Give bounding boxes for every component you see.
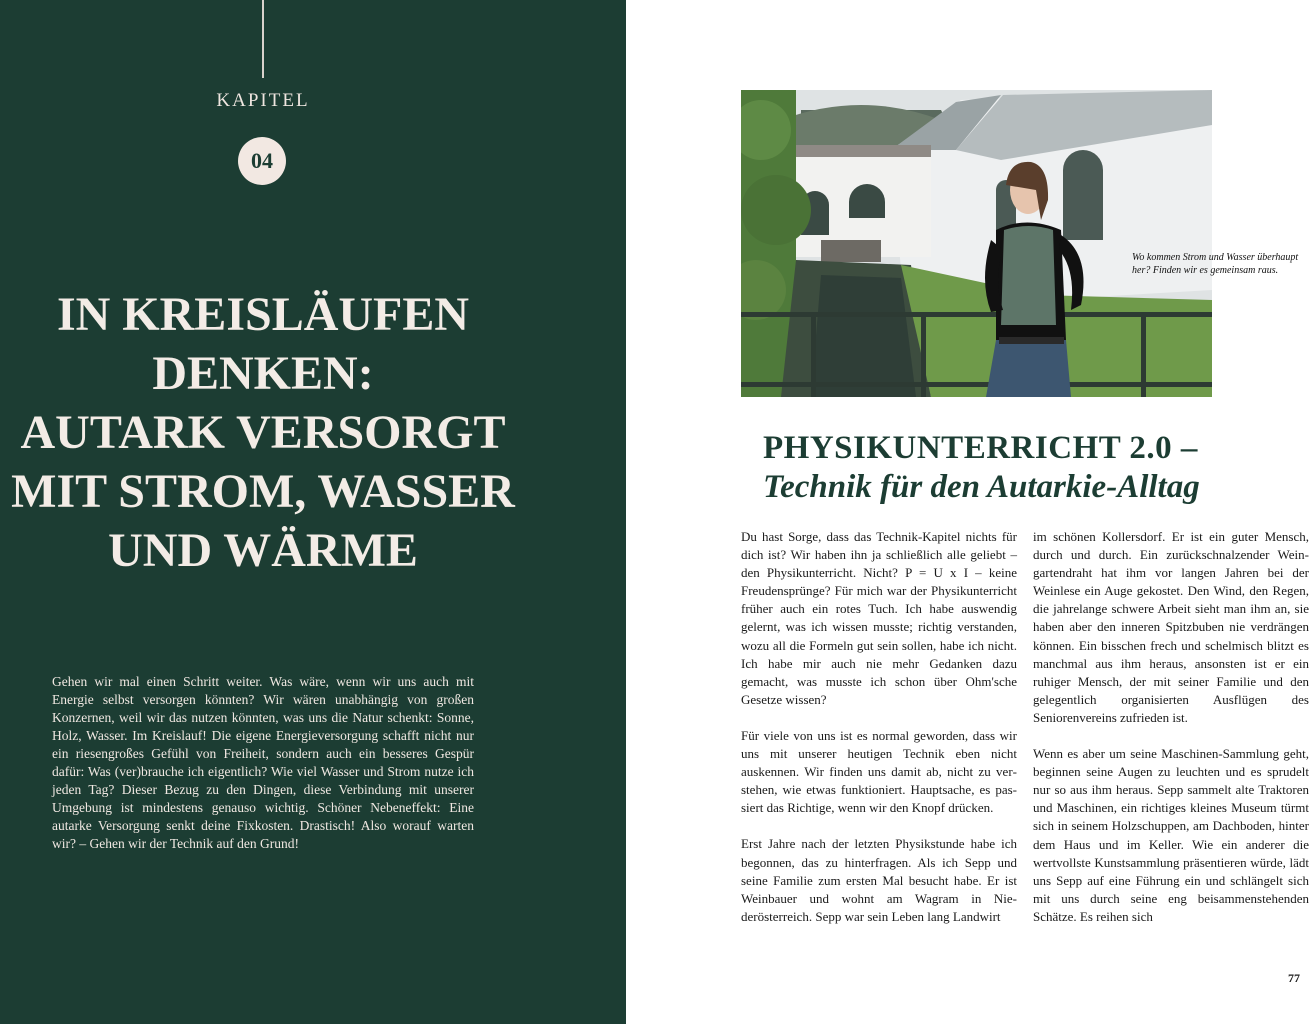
chapter-title-line: DENKEN: (152, 347, 374, 400)
photo-woman-at-canal (741, 90, 1212, 397)
body-paragraph: Du hast Sorge, dass das Technik-Kapitel nichts für dich ist? Wir haben ihn ja schließlich alle geliebt – den Physikunterricht. Nicht? P = U x I – keine Freudensprünge? Für mich war der Physikunterricht früher auch ein rotes Tuch. Ich habe auswendig gelernt, was ich wissen musste; richtig verstanden, wozu all die Formeln gut sein sollen, habe ich nicht. Ich habe mir auch nie mehr Gedanken dazu gemacht, was musste ich schon über Ohm'sche Gesetze wissen? (741, 529, 1017, 707)
chapter-title-line: IN KREISLÄUFEN (56, 288, 470, 341)
body-paragraph: im schönen Kollersdorf. Er ist ein guter Mensch, durch und durch. Ein zurückschnalzender Weingartendraht hat ihm vor langen Jahren bei der Weinlese ein Auge gekostet. Den Wind, den Regen, die jahrelange schwere Arbeit sieht man ihm an, sie haben aber den inneren Spitzbuben nie verdrängen können. Ein bisschen frech und schelmisch blitzt es manchmal aus ihm heraus, ansonsten ist er ein ruhiger Mensch, der mit seiner Familie und den gelegentlich organisierten Ausflügen des Seniorenvereins zufrieden ist. (1033, 529, 1309, 725)
intro-paragraph: Gehen wir mal einen Schritt weiter. Was wäre, wenn wir uns auch mit Energie selbst versorgen könnten? Wir wären unabhängig von großen Konzernen, weil wir das nutzen könnten, was uns die Natur schenkt: Sonne, Holz, Wasser. Im Kreislauf! Die eigene Energieversorgung schafft nicht nur ein riesengroßes Gefühl von Freiheit, sondern auch ein besseres Gespür dafür: Was (ver)brauche ich eigentlich? Wie viel Wasser und Strom nutze ich jeden Tag? Dieser Bezug zu den Dingen, diese Verbindung mit unserer Umgebung ist mindestens genauso wichtig. Schöner Nebeneffekt: Eine autarke Versorgung senkt deine Fixkosten. Drastisch! Also worauf warten wir? – Gehen wir der Technik auf den Grund! (52, 674, 474, 851)
page-number: 77 (1288, 971, 1300, 985)
chapter-title-line: UND WÄRME (108, 524, 418, 577)
chapter-number-badge: 04 (238, 137, 286, 185)
chapter-title (0, 285, 526, 580)
chapter-title-line: AUTARK VERSORGT (20, 406, 506, 459)
left-page (0, 0, 626, 1024)
chapter-label: KAPITEL (216, 90, 310, 111)
body-column-1 (741, 528, 1017, 944)
chapter-title-line: MIT STROM, WASSER (11, 465, 515, 518)
photo-caption: Wo kommen Strom und Wasser überhaupt her? Finden wir es gemeinsam raus. (1132, 252, 1299, 276)
body-paragraph: Erst Jahre nach der letzten Physikstunde habe ich begonnen, das zu hinterfragen. Als ich Sepp und seine Familie zum ersten Mal besucht habe. Er ist Weinbauer und wohnt am Wagram in Niederösterreich. Sepp war sein Leben lang Landwirt (741, 836, 1017, 924)
section-heading (763, 428, 1303, 506)
section-heading-line-2: Technik für den Autarkie-Alltag (763, 469, 1200, 505)
section-heading-line-1: PHYSIKUNTERRICHT 2.0 – (763, 430, 1198, 466)
body-paragraph: Wenn es aber um seine Maschinen-Sammlung geht, beginnen seine Augen zu leuchten und es sprudelt nur so aus ihm heraus. Sepp sammelt alte Traktoren und Maschinen, ein richtiges kleines Museum türmt sich in seinem Holzschuppen, am Dachboden, hinter dem Haus und im Keller. Wie ein anderer die wertvollste Kunstsammlung präsentieren würde, lädt uns Sepp auf eine Führung ein und schlängelt sich mit uns durch seine eng beisammenstehenden Schätze. Es reihen sich (1033, 746, 1309, 924)
vertical-rule (262, 0, 264, 78)
body-paragraph: Für viele von uns ist es normal geworden, dass wir uns mit unserer heutigen Technik eben nicht auskennen. Wir finden uns damit ab, nicht zu verstehen, wie etwas funktioniert. Hauptsache, es passiert das Richtige, wenn wir den Knopf drücken. (741, 727, 1017, 816)
body-column-2 (1033, 528, 1309, 944)
